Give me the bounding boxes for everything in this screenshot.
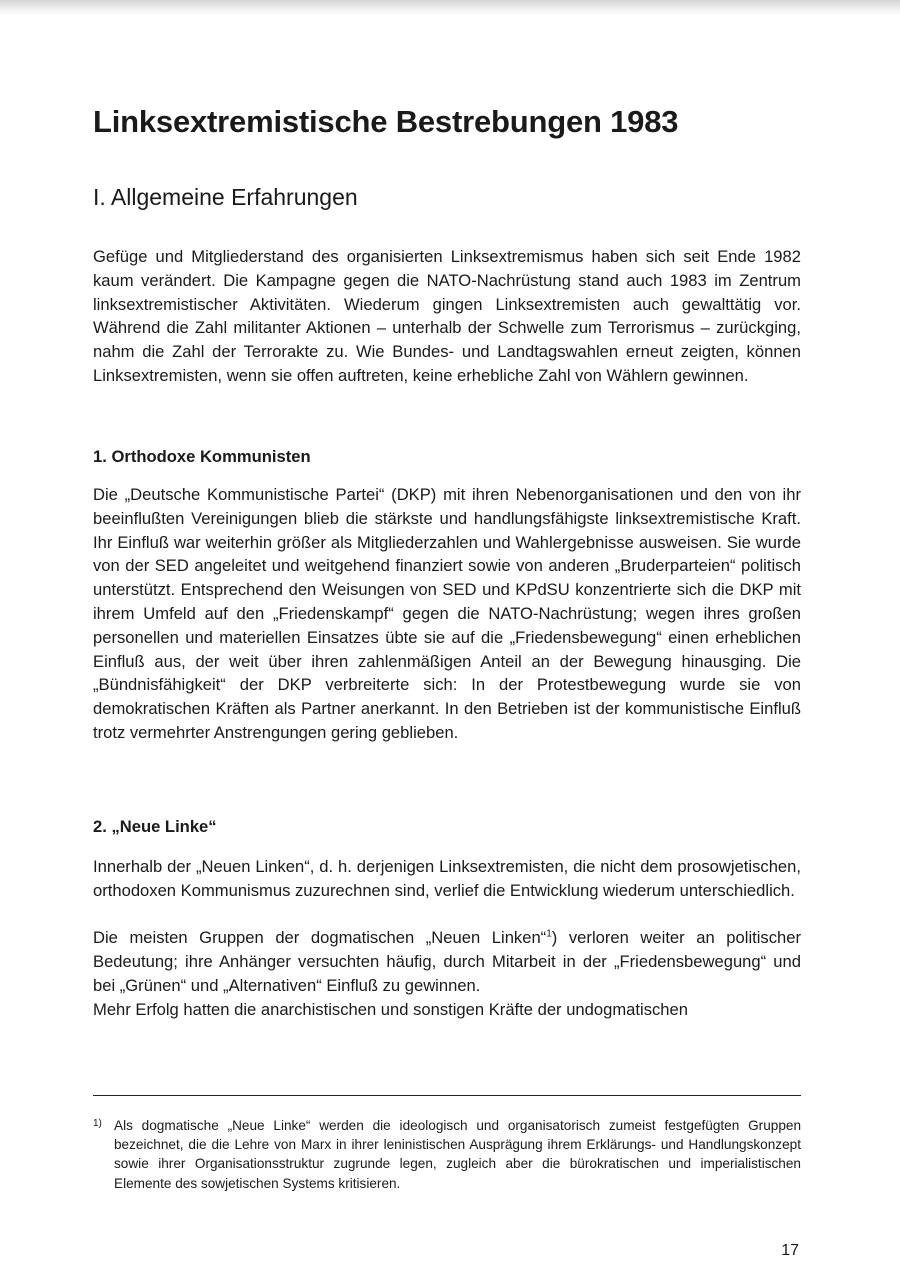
paragraph-2-text-end: ) verloren weiter an politischer Bedeutung; ihre Anhänger versuchten häufig, durch Mitarbeit in der „Friedensbewegung“ und bei „Grünen“ und „Alternativen“ Einfluß zu gewinnen.	[93, 928, 802, 995]
page-title: Linksextremistische Bestrebungen 1983	[93, 104, 679, 139]
footnote-text: Als dogmatische „Neue Linke“ werden die ideologisch und organisatorisch zumeist festgefügten Gruppen bezeichnet, die die Lehre von Marx in ihrer leninistischen Ausprägung ihrem Erklärungs- und Handlungskonzept sowie ihrer Organisationsstruktur zugrunde legen, zugleich aber die bürokratischen und imperialistischen Elemente des sowjetischen Systems kritisieren.	[114, 1118, 801, 1191]
footnote-mark: 1)	[93, 1118, 102, 1129]
neue-linke-paragraph-2	[93, 926, 801, 997]
neue-linke-paragraph-1: Innerhalb der „Neuen Linken“, d. h. derjenigen Linksextremisten, die nicht dem prosowjetischen, orthodoxen Kommunismus zuzurechnen sind, verlief die Entwicklung wiederum unterschiedlich.	[93, 857, 801, 900]
orthodox-paragraph: Die „Deutsche Kommunistische Partei“ (DKP) mit ihren Nebenorganisationen und den von ihr beeinflußten Vereinigungen blieb die stärkste und handlungsfähigste linksextremistische Kraft. Ihr Einfluß war weiterhin größer als Mitgliederzahlen und Wahlergebnisse ausweisen. Sie wurde von der SED angeleitet und weitgehend finanziert sowie von anderen „Bruderparteien“ politisch unterstützt. Entsprechend den Weisungen von SED und KPdSU konzentrierte sich die DKP mit ihrem Umfeld auf den „Friedenskampf“ gegen die NATO-Nachrüstung; wegen ihres großen personellen und materiellen Einsatzes übte sie auf die „Friedensbewegung“ einen erheblichen Einfluß aus, der weit über ihren zahlenmäßigen Anteil an der Bewegung hinausging. Die „Bündnisfähigkeit“ der DKP verbreiterte sich: In der Protestbewegung wurde sie von demokratischen Kräften als Partner anerkannt. In den Betrieben ist der kommunistische Einfluß trotz vermehrter Anstrengungen gering geblieben.	[93, 485, 801, 742]
document-page	[93, 0, 803, 1269]
page-number: 17	[781, 1242, 799, 1259]
chapter-heading: I. Allgemeine Erfahrungen	[93, 184, 358, 210]
footnote-divider	[93, 1095, 801, 1096]
footnote-reference[interactable]: 1	[546, 928, 552, 940]
section-heading-neue-linke: 2. „Neue Linke“	[93, 817, 217, 836]
section-heading-orthodox: 1. Orthodoxe Kommunisten	[93, 447, 311, 466]
footnote	[93, 1116, 801, 1193]
intro-paragraph: Gefüge und Mitgliederstand des organisierten Linksextremismus haben sich seit Ende 1982 kaum verändert. Die Kampagne gegen die NATO-Nachrüstung stand auch 1983 im Zentrum linksextremistischer Aktivitäten. Wiederum gingen Linksextremisten auch gewalttätig vor. Während die Zahl militanter Aktionen – unterhalb der Schwelle zum Terrorismus – zurückging, nahm die Zahl der Terrorakte zu. Wie Bundes- und Landtagswahlen erneut zeigten, können Linksextremisten, wenn sie offen auftreten, keine erhebliche Zahl von Wählern gewinnen.	[93, 247, 801, 385]
neue-linke-paragraph-3: Mehr Erfolg hatten die anarchistischen und sonstigen Kräfte der undogmatischen	[93, 1000, 688, 1019]
paragraph-2-text-start: Die meisten Gruppen der dogmatischen „Neuen Linken“	[93, 928, 547, 947]
